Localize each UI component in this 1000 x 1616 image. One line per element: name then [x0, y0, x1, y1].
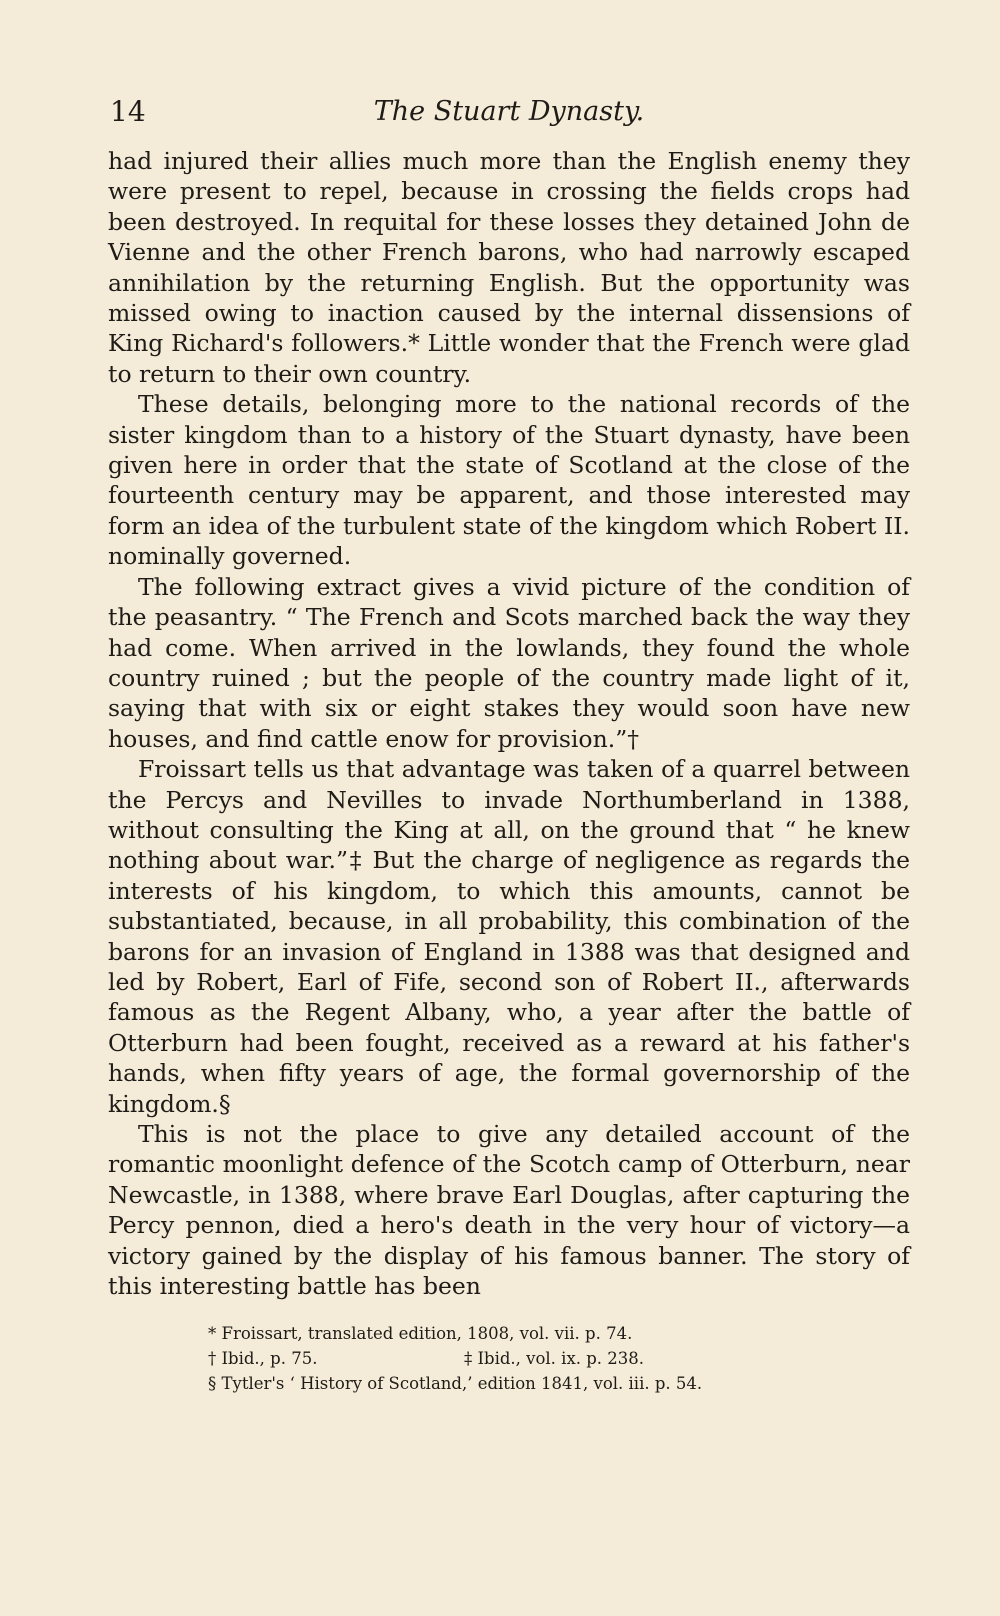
footnote: § Tytler's ‘ History of Scotland,’ edition 1841, vol. iii. p. 54.	[208, 1374, 703, 1394]
running-title: The Stuart Dynasty.	[373, 96, 645, 127]
paragraph: This is not the place to give any detailed account of the romantic moonlight defence of the Scotch camp of Otterburn, near Newcastle, in 1388, where brave Earl Douglas, after capturing the Percy pennon, died a hero's death in the very hour of victory—a victory gained by the display of his famous banner. The story of this interesting battle has been	[108, 1120, 910, 1301]
paragraph: These details, belonging more to the national records of the sister kingdom than to a history of the Stuart dynasty, have been given here in order that the state of Scotland at the close of the fourteenth century may be apparent, and those interested may form an idea of the turbulent state of the kingdom which Robert II. nominally governed.	[108, 390, 910, 571]
paragraph: Froissart tells us that advantage was taken of a quarrel between the Percys and Nevilles to invade Northumberland in 1388, without consulting the King at all, on the ground that “ he knew nothing about war.”‡ But the charge of negligence as regards the interests of his kingdom, to which this amounts, cannot be substantiated, because, in all probability, this combination of the barons for an invasion of England in 1388 was that designed and led by Robert, Earl of Fife, second son of Robert II., afterwards famous as the Regent Albany, who, a year after the battle of Otterburn had been fought, received as a reward at his father's hands, when fifty years of age, the formal governorship of the kingdom.§	[108, 755, 910, 1118]
paragraph: The following extract gives a vivid picture of the condition of the peasantry. “ The French and Scots marched back the way they had come. When arrived in the lowlands, they found the whole country ruined ; but the people of the country made light of it, saying that with six or eight stakes they would soon have new houses, and find cattle enow for provision.”†	[108, 572, 910, 753]
footnotes	[108, 1321, 910, 1396]
footnote: ‡ Ibid., vol. ix. p. 238.	[464, 1349, 645, 1369]
footnote: * Froissart, translated edition, 1808, vol. vii. p. 74.	[208, 1324, 633, 1344]
page-header	[108, 92, 910, 132]
footnote: † Ibid., p. 75.	[208, 1349, 318, 1369]
footnote-row	[208, 1346, 910, 1371]
body-text	[108, 146, 910, 1301]
paragraph: had injured their allies much more than the English enemy they were present to repel, because in crossing the fields crops had been destroyed. In requital for these losses they detained John de Vienne and the other French barons, who had narrowly escaped annihilation by the returning English. But the opportunity was missed owing to inaction caused by the internal dissensions of King Richard's followers.* Little wonder that the French were glad to return to their own country.	[108, 147, 910, 388]
page-number: 14	[110, 95, 146, 128]
